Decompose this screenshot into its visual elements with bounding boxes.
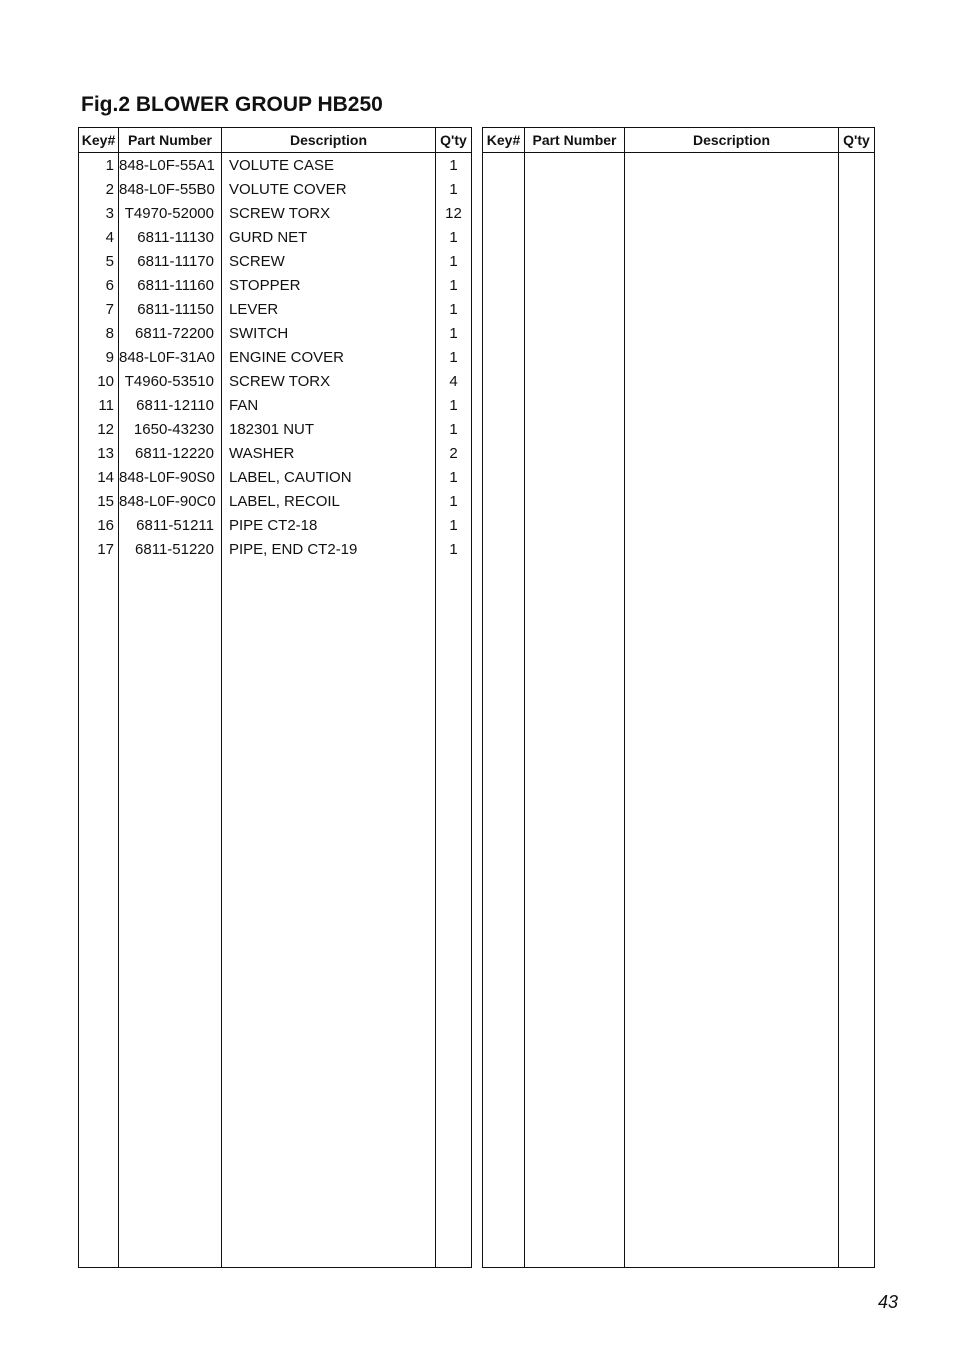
part-number-cell: 6811-11170	[137, 253, 214, 270]
description-cell: 182301 NUT	[229, 421, 315, 438]
parts-table-right	[482, 127, 875, 1268]
key-cell: 10	[97, 373, 114, 390]
key-cell: 13	[97, 445, 114, 462]
qty-column	[436, 128, 471, 1267]
qty-cell: 1	[449, 253, 458, 270]
qty-header: Q'ty	[839, 128, 874, 153]
description-cell: VOLUTE COVER	[229, 181, 347, 198]
key-column	[483, 128, 525, 1267]
qty-cell: 1	[449, 181, 458, 198]
qty-cell: 4	[449, 373, 458, 390]
part-number-cell: T4960-53510	[124, 373, 214, 390]
part-number-cell: 6811-11160	[137, 277, 214, 294]
qty-cell: 1	[449, 397, 458, 414]
part-number-cell: 848-L0F-55B0	[119, 181, 215, 198]
description-cell: LEVER	[229, 301, 279, 318]
key-cell: 7	[105, 301, 114, 318]
description-cell: ENGINE COVER	[229, 349, 345, 366]
description-cell: LABEL, RECOIL	[229, 493, 340, 510]
description-cell: PIPE CT2-18	[229, 517, 318, 534]
key-cell: 2	[105, 181, 114, 198]
key-cell: 4	[105, 229, 114, 246]
part-number-cell: 6811-51211	[136, 517, 214, 534]
key-cell: 3	[105, 205, 114, 222]
part-number-cell: 848-L0F-90C0	[119, 493, 216, 510]
part-number-cell: 1650-43230	[133, 421, 214, 438]
qty-cell: 1	[449, 469, 458, 486]
key-cell: 5	[105, 253, 114, 270]
description-cell: GURD NET	[229, 229, 308, 246]
description-cell: SWITCH	[229, 325, 289, 342]
part-number-cell: 6811-11150	[137, 301, 214, 318]
page-number: 43	[878, 1292, 899, 1312]
key-cell: 15	[97, 493, 114, 510]
part-number-cell: 848-L0F-55A1	[119, 157, 215, 174]
description-cell: PIPE, END CT2-19	[229, 541, 358, 558]
key-cell: 16	[97, 517, 114, 534]
part-number-cell: 6811-11130	[137, 229, 214, 246]
qty-cell: 1	[449, 325, 458, 342]
qty-cell: 1	[449, 157, 458, 174]
page-title: Fig.2 BLOWER GROUP HB250	[81, 93, 383, 116]
part-number-cell: 6811-12110	[136, 397, 214, 414]
qty-header: Q'ty	[436, 128, 471, 153]
key-cell: 8	[105, 325, 114, 342]
key-cell: 14	[97, 469, 114, 486]
qty-cell: 1	[449, 229, 458, 246]
description-column	[222, 128, 436, 1267]
description-column	[625, 128, 839, 1267]
part-number-cell: 6811-12220	[135, 445, 214, 462]
qty-cell: 1	[449, 277, 458, 294]
qty-cell: 1	[449, 541, 458, 558]
description-cell: VOLUTE CASE	[229, 157, 335, 174]
qty-cell: 1	[449, 517, 458, 534]
description-cell: WASHER	[229, 445, 295, 462]
part-number-header: Part Number	[119, 128, 221, 153]
qty-column	[839, 128, 874, 1267]
qty-cell: 1	[449, 493, 458, 510]
key-cell: 6	[105, 277, 114, 294]
part-number-cell: 848-L0F-90S0	[119, 469, 215, 486]
description-cell: SCREW TORX	[229, 205, 331, 222]
key-cell: 11	[98, 397, 114, 414]
key-cell: 12	[97, 421, 114, 438]
part-number-cell: 6811-72200	[135, 325, 214, 342]
part-number-header: Part Number	[525, 128, 624, 153]
qty-cell: 2	[449, 445, 458, 462]
qty-cell: 1	[449, 421, 458, 438]
description-cell: STOPPER	[229, 277, 301, 294]
key-cell: 1	[105, 157, 114, 174]
part-number-cell: T4970-52000	[124, 205, 214, 222]
key-header: Key#	[79, 128, 118, 153]
parts-table-left	[78, 127, 472, 1268]
qty-cell: 1	[449, 349, 458, 366]
qty-cell: 1	[449, 301, 458, 318]
qty-cell: 12	[445, 205, 462, 222]
description-cell: SCREW TORX	[229, 373, 331, 390]
description-cell: FAN	[229, 397, 259, 414]
description-header: Description	[625, 128, 838, 153]
key-header: Key#	[483, 128, 524, 153]
key-column	[79, 128, 119, 1267]
description-cell: LABEL, CAUTION	[229, 469, 352, 486]
key-cell: 17	[97, 541, 114, 558]
key-cell: 9	[105, 349, 114, 366]
description-header: Description	[222, 128, 435, 153]
part-number-cell: 848-L0F-31A0	[119, 349, 215, 366]
description-cell: SCREW	[229, 253, 285, 270]
part-number-cell: 6811-51220	[135, 541, 214, 558]
part-number-column	[119, 128, 222, 1267]
part-number-column	[525, 128, 625, 1267]
